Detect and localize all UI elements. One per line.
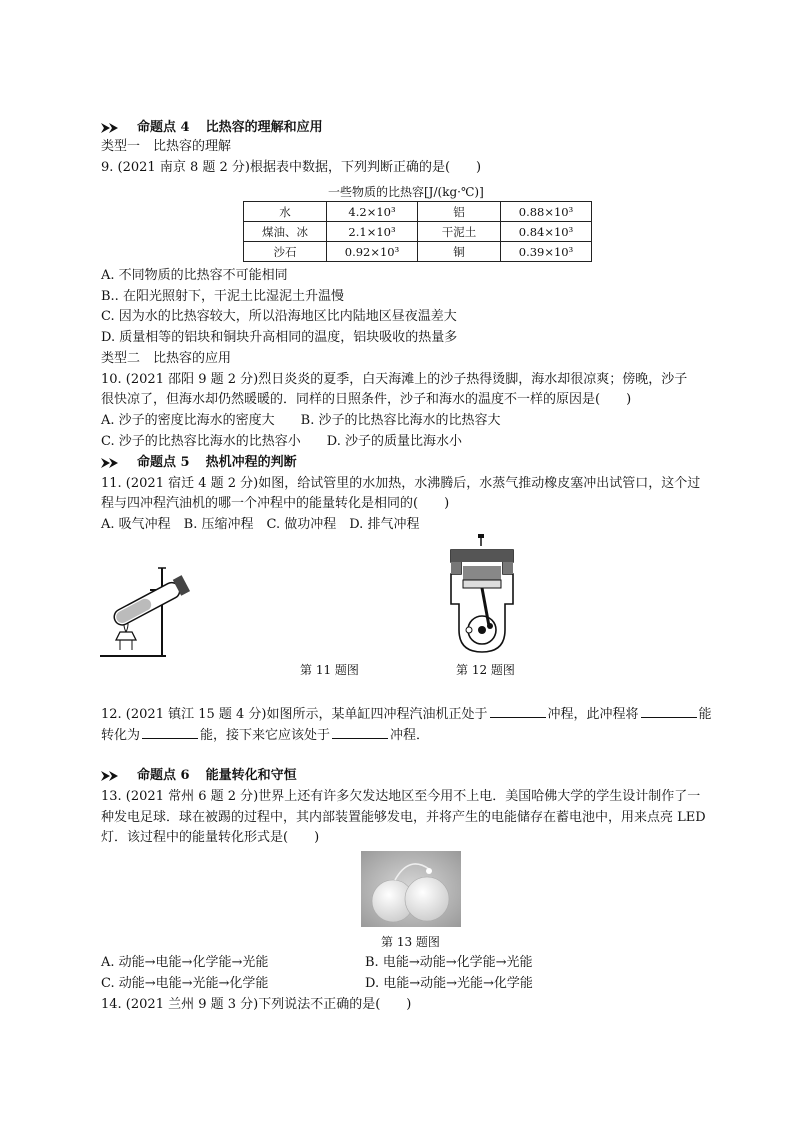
type-heading-1: 类型一 比热容的理解 [101, 139, 232, 154]
section-name: 能量转化和守恒 [205, 768, 297, 783]
q13-option-a: A. 动能→电能→化学能→光能 [101, 955, 269, 970]
question-11-line-2: 程与四冲程汽油机的哪一个冲程中的能量转化是相同的( ) [101, 496, 450, 511]
table-row [244, 202, 592, 222]
figure-11-caption: 第 11 题图 [300, 663, 359, 677]
q9-option-b: B.. 在阳光照射下，干泥土比湿泥土升温慢 [101, 289, 344, 304]
engine-cylinder-figure [443, 534, 521, 656]
table-cell: 铜 [418, 242, 501, 262]
answer-blank[interactable] [490, 704, 546, 718]
table-cell: 煤油、冰 [244, 222, 327, 242]
q9-option-d: D. 质量相等的铝块和铜块升高相同的温度，铝块吸收的热量多 [101, 330, 458, 345]
double-chevron-icon [101, 770, 123, 782]
table-cell: 铝 [418, 202, 501, 222]
q9-option-c: C. 因为水的比热容较大，所以沿海地区比内陆地区昼夜温差大 [101, 309, 457, 324]
q12-text: 能 [698, 707, 712, 722]
section-header-5 [101, 454, 297, 472]
section-label: 命题点 6 [137, 768, 190, 783]
figure-13-caption: 第 13 题图 [381, 935, 440, 949]
table-cell: 4.2×10³ [327, 202, 418, 222]
table-row [244, 222, 592, 242]
q9-option-a: A. 不同物质的比热容不可能相同 [101, 268, 288, 283]
q10-options-cd: C. 沙子的比热容比海水的比热容小 D. 沙子的质量比海水小 [101, 434, 462, 449]
table-cell: 2.1×10³ [327, 222, 418, 242]
question-10-line-1: 10. (2021 邵阳 9 题 2 分)烈日炎炎的夏季，白天海滩上的沙子热得烫脚，海水却很凉爽；傍晚，沙子 [101, 372, 688, 387]
generator-ball-photo [361, 851, 461, 927]
q13-option-b: B. 电能→动能→化学能→光能 [365, 955, 533, 970]
section-header-4 [101, 119, 323, 137]
q12-text: 12. (2021 镇江 15 题 4 分)如图所示，某单缸四冲程汽油机正处于 [101, 707, 488, 722]
test-tube-heating-figure [98, 560, 208, 660]
type-heading-2: 类型二 比热容的应用 [101, 351, 232, 366]
double-chevron-icon [101, 457, 123, 469]
double-chevron-icon [101, 122, 123, 134]
q13-option-c: C. 动能→电能→光能→化学能 [101, 976, 269, 991]
table-cell: 水 [244, 202, 327, 222]
table-cell: 0.39×10³ [501, 242, 592, 262]
question-13-line-1: 13. (2021 常州 6 题 2 分)世界上还有许多欠发达地区至今用不上电．美国哈佛大学的学生设计制作了一 [101, 789, 701, 804]
table-cell: 0.92×10³ [327, 242, 418, 262]
answer-blank[interactable] [641, 704, 697, 718]
question-13-line-2: 种发电足球．球在被踢的过程中，其内部装置能够发电，并将产生的电能储存在蓄电池中，用来点亮 LED [101, 810, 706, 825]
specific-heat-table [243, 201, 592, 262]
q13-option-d: D. 电能→动能→光能→化学能 [365, 976, 533, 991]
question-13-line-3: 灯．该过程中的能量转化形式是( ) [101, 830, 320, 845]
q12-text: 转化为 [101, 728, 141, 743]
q12-text: 冲程． [390, 728, 430, 743]
table-row [244, 242, 592, 262]
q12-text: 能，接下来它应该处于 [200, 728, 331, 743]
q12-text: 冲程，此冲程将 [547, 707, 639, 722]
question-12-line-2 [101, 725, 429, 745]
table-cell: 沙石 [244, 242, 327, 262]
table-title: 一些物质的比热容[J/(kg·℃)] [328, 185, 484, 199]
question-12-line-1 [101, 704, 712, 724]
q10-options-ab: A. 沙子的密度比海水的密度大 B. 沙子的比热容比海水的比热容大 [101, 413, 501, 428]
table-cell: 干泥土 [418, 222, 501, 242]
section-name: 热机冲程的判断 [205, 455, 297, 470]
section-label: 命题点 4 [137, 120, 190, 135]
section-name: 比热容的理解和应用 [205, 120, 323, 135]
section-label: 命题点 5 [137, 455, 190, 470]
table-cell: 0.88×10³ [501, 202, 592, 222]
q11-options: A. 吸气冲程 B. 压缩冲程 C. 做功冲程 D. 排气冲程 [101, 517, 420, 532]
question-10-line-2: 很快凉了，但海水却仍然暖暖的．同样的日照条件，沙子和海水的温度不一样的原因是( ) [101, 392, 632, 407]
answer-blank[interactable] [332, 725, 388, 739]
table-cell: 0.84×10³ [501, 222, 592, 242]
section-header-6 [101, 767, 297, 785]
question-9-stem: 9. (2021 南京 8 题 2 分)根据表中数据，下列判断正确的是( ) [101, 160, 482, 175]
question-14-stem: 14. (2021 兰州 9 题 3 分)下列说法不正确的是( ) [101, 997, 412, 1012]
figure-12-caption: 第 12 题图 [456, 663, 515, 677]
question-11-line-1: 11. (2021 宿迁 4 题 2 分)如图，给试管里的水加热，水沸腾后，水蒸气推动橡皮塞冲出试管口，这个过 [101, 476, 701, 491]
answer-blank[interactable] [142, 725, 198, 739]
